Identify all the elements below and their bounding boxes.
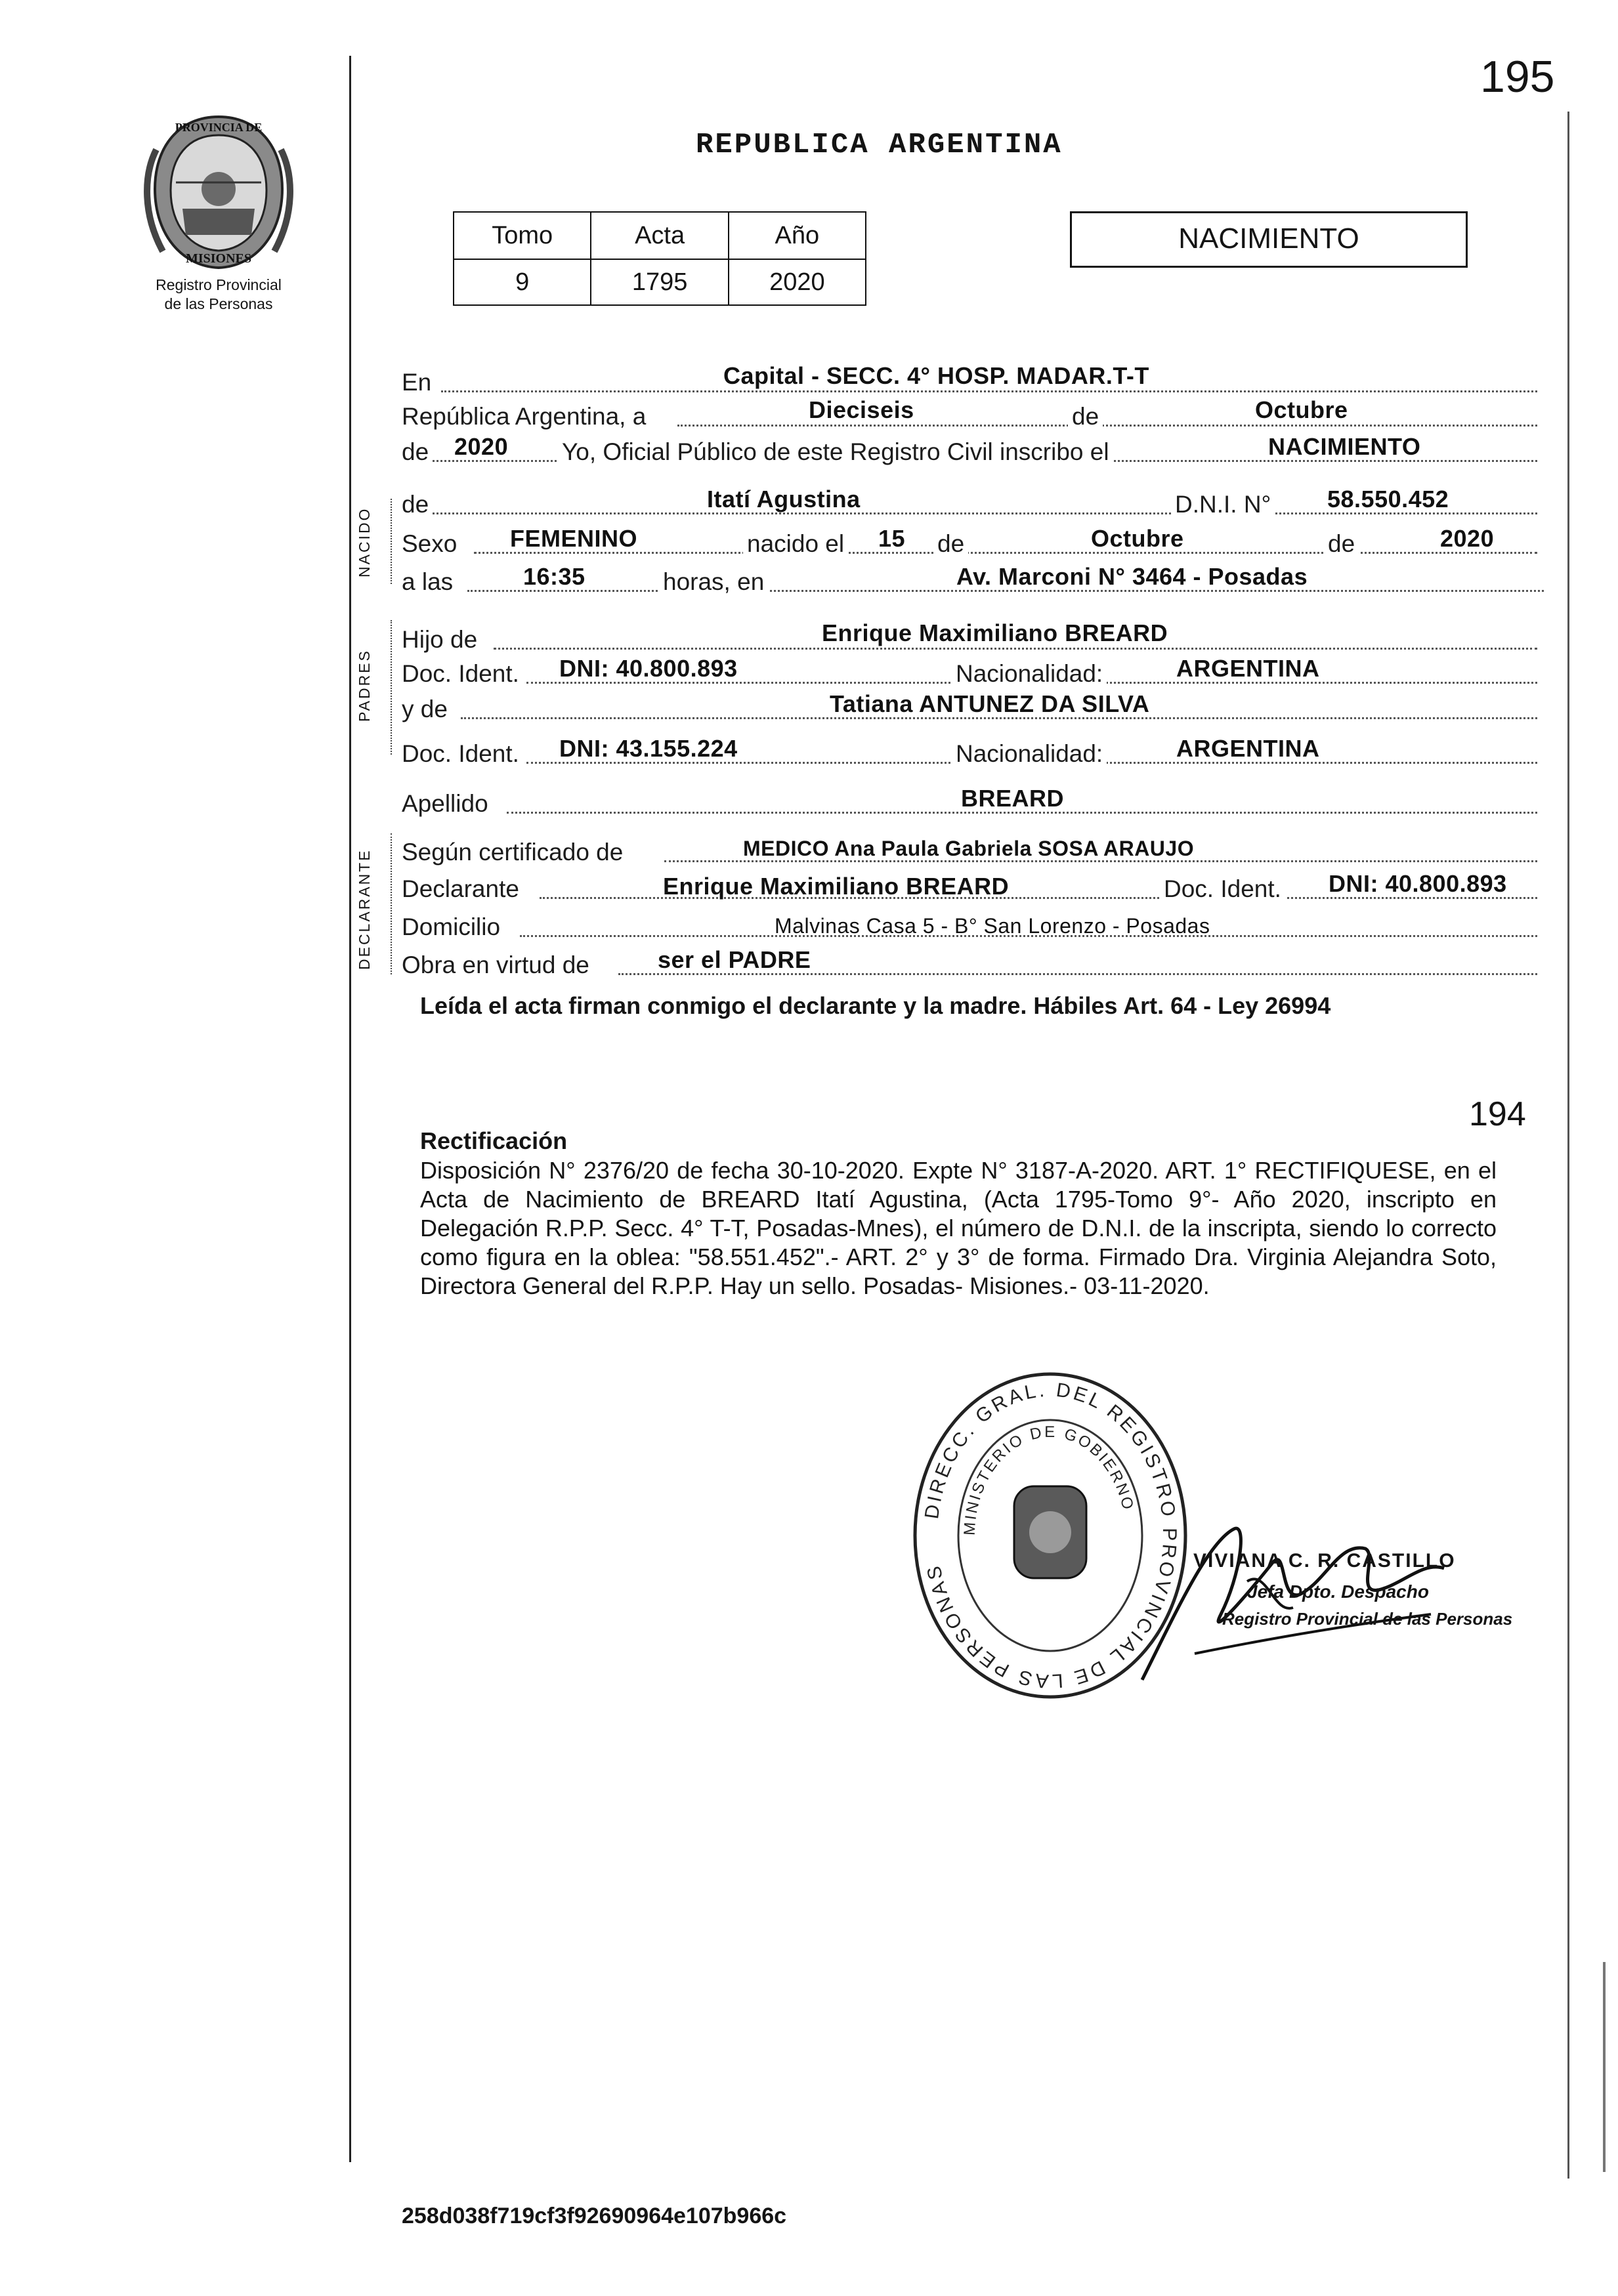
field-doc-padre: Doc. Ident. DNI: 40.800.893 Nacionalidad: ARGENTINA: [402, 651, 1537, 692]
anio-value: 2020: [729, 259, 866, 305]
father-dni: DNI: 40.800.893: [559, 655, 738, 682]
rectification-body: Disposición N° 2376/20 de fecha 30-10-2020. Expte N° 3187-A-2020. ART. 1° RECTIFIQUESE, en el Acta de Nacimiento de BREARD Itatí Agustina, (Acta 1795-Tomo 9°- Año 2020, inscripto en Delegación R.P.P. Secc. 4° T-T, Posadas-Mnes), el número de D.N.I. de la inscripta, siendo lo correcto como figura en la oblea: "58.551.452".- ART. 2° y 3° de forma. Firmado Dra. Virginia Alejandra Soto, Directora General del R.P.P. Hay un sello. Posadas- Misiones.- 03-11-2020.: [420, 1157, 1497, 1299]
registered-dni: 58.550.452: [1327, 486, 1449, 512]
tomo-acta-table: [453, 211, 866, 306]
field-apellido: Apellido BREARD: [402, 781, 1537, 822]
scan-edge-marks: [1603, 1962, 1606, 2172]
father-name: Enrique Maximiliano BREARD: [822, 619, 1168, 646]
provincial-seal: [143, 110, 294, 274]
field-domicilio: Domicilio Malvinas Casa 5 - B° San Lorenzo - Posadas: [402, 904, 1537, 945]
field-nombre: de Itatí Agustina D.N.I. N° 58.550.452: [402, 482, 1537, 522]
mother-nationality: ARGENTINA: [1176, 735, 1320, 762]
field-en: En Capital - SECC. 4° HOSP. MADAR.T-T: [402, 360, 1537, 400]
svg-text:DIRECC. GRAL. DEL REGISTRO PRO: DIRECC. GRAL. DEL REGISTRO PROVINCIAL DE LAS PERSONAS: [921, 1379, 1181, 1692]
seal-caption: Registro Provincial de las Personas: [156, 276, 282, 312]
anio-header: Año: [729, 212, 866, 259]
svg-text:MINISTERIO DE GOBIERNO: MINISTERIO DE GOBIERNO: [960, 1423, 1138, 1536]
declarant-capacity: ser el PADRE: [658, 946, 811, 973]
record-type: NACIMIENTO: [1178, 222, 1359, 255]
declarant-address: Malvinas Casa 5 - B° San Lorenzo - Posadas: [775, 914, 1210, 938]
padres-bracket: [391, 620, 392, 755]
closing-note: Leída el acta firman conmigo el declarante y la madre. Hábiles Art. 64 - Ley 26994: [420, 992, 1331, 1019]
field-declarante: Declarante Enrique Maximiliano BREARD Doc. Ident. DNI: 40.800.893: [402, 866, 1537, 907]
signatory-title: Jefa Dpto. Despacho: [1247, 1581, 1429, 1602]
record-act-type: NACIMIENTO: [1268, 433, 1421, 460]
declarant-name: Enrique Maximiliano BREARD: [663, 873, 1010, 900]
right-margin-line: [1567, 112, 1569, 2179]
field-obra: Obra en virtud de ser el PADRE: [402, 942, 1537, 983]
birth-time: 16:35: [523, 563, 585, 590]
mother-name: Tatiana ANTUNEZ DA SILVA: [830, 690, 1150, 717]
left-margin-line: [349, 56, 351, 2162]
field-doc-madre: Doc. Ident. DNI: 43.155.224 Nacionalidad: ARGENTINA: [402, 731, 1537, 772]
place-of-registration: Capital - SECC. 4° HOSP. MADAR.T-T: [723, 362, 1149, 389]
tomo-header: Tomo: [454, 212, 591, 259]
page-number: 195: [1480, 52, 1555, 102]
tomo-value: 9: [454, 259, 591, 305]
secondary-page-number: 194: [1469, 1095, 1526, 1133]
field-anio: de 2020 Yo, Oficial Público de este Registro Civil inscribo el NACIMIENTO: [402, 429, 1537, 470]
birth-year: 2020: [1440, 525, 1495, 552]
surname: BREARD: [961, 785, 1065, 812]
field-certificado: Según certificado de MEDICO Ana Paula Gabriela SOSA ARAUJO: [402, 829, 1537, 870]
registration-day: Dieciseis: [809, 396, 914, 423]
father-nationality: ARGENTINA: [1176, 655, 1320, 682]
field-hora: a las 16:35 horas, en Av. Marconi N° 3464 - Posadas: [402, 559, 1537, 600]
declarante-bracket: [391, 833, 392, 974]
svg-text:MISIONES: MISIONES: [185, 251, 252, 266]
acta-value: 1795: [591, 259, 728, 305]
registration-month: Octubre: [1255, 396, 1348, 423]
mother-dni: DNI: 43.155.224: [559, 735, 738, 762]
misiones-seal-icon: [143, 110, 294, 274]
birth-month: Octubre: [1091, 525, 1184, 552]
medical-certificate: MEDICO Ana Paula Gabriela SOSA ARAUJO: [743, 837, 1195, 860]
document-hash: 258d038f719cf3f92690964e107b966c: [402, 2203, 787, 2228]
document-title: REPUBLICA ARGENTINA: [696, 129, 1063, 161]
birth-day: 15: [878, 525, 906, 552]
rectification-title: Rectificación: [420, 1127, 568, 1154]
side-label-padres: PADRES: [356, 649, 373, 722]
birth-place: Av. Marconi N° 3464 - Posadas: [956, 563, 1308, 590]
svg-text:PROVINCIA DE: PROVINCIA DE: [175, 121, 263, 134]
registered-name: Itatí Agustina: [707, 486, 861, 512]
field-sexo: Sexo FEMENINO nacido el 15 de Octubre de 2020: [402, 521, 1537, 562]
record-type-box: [1070, 211, 1468, 268]
field-y-de: y de Tatiana ANTUNEZ DA SILVA: [402, 686, 1537, 727]
registration-year: 2020: [454, 433, 509, 460]
field-hijo-de: Hijo de Enrique Maximiliano BREARD: [402, 617, 1537, 657]
field-republica: República Argentina, a Dieciseis de Octubre: [402, 394, 1537, 434]
acta-header: Acta: [591, 212, 728, 259]
side-label-declarante: DECLARANTE: [356, 848, 373, 970]
signatory-name: VIVIANA C. R. CASTILLO: [1193, 1550, 1456, 1572]
nacido-bracket: [391, 499, 392, 584]
signatory-organization: Registro Provincial de las Personas: [1222, 1609, 1513, 1629]
side-label-nacido: NACIDO: [356, 507, 373, 577]
declarant-dni: DNI: 40.800.893: [1329, 870, 1507, 897]
registered-sex: FEMENINO: [510, 525, 638, 552]
